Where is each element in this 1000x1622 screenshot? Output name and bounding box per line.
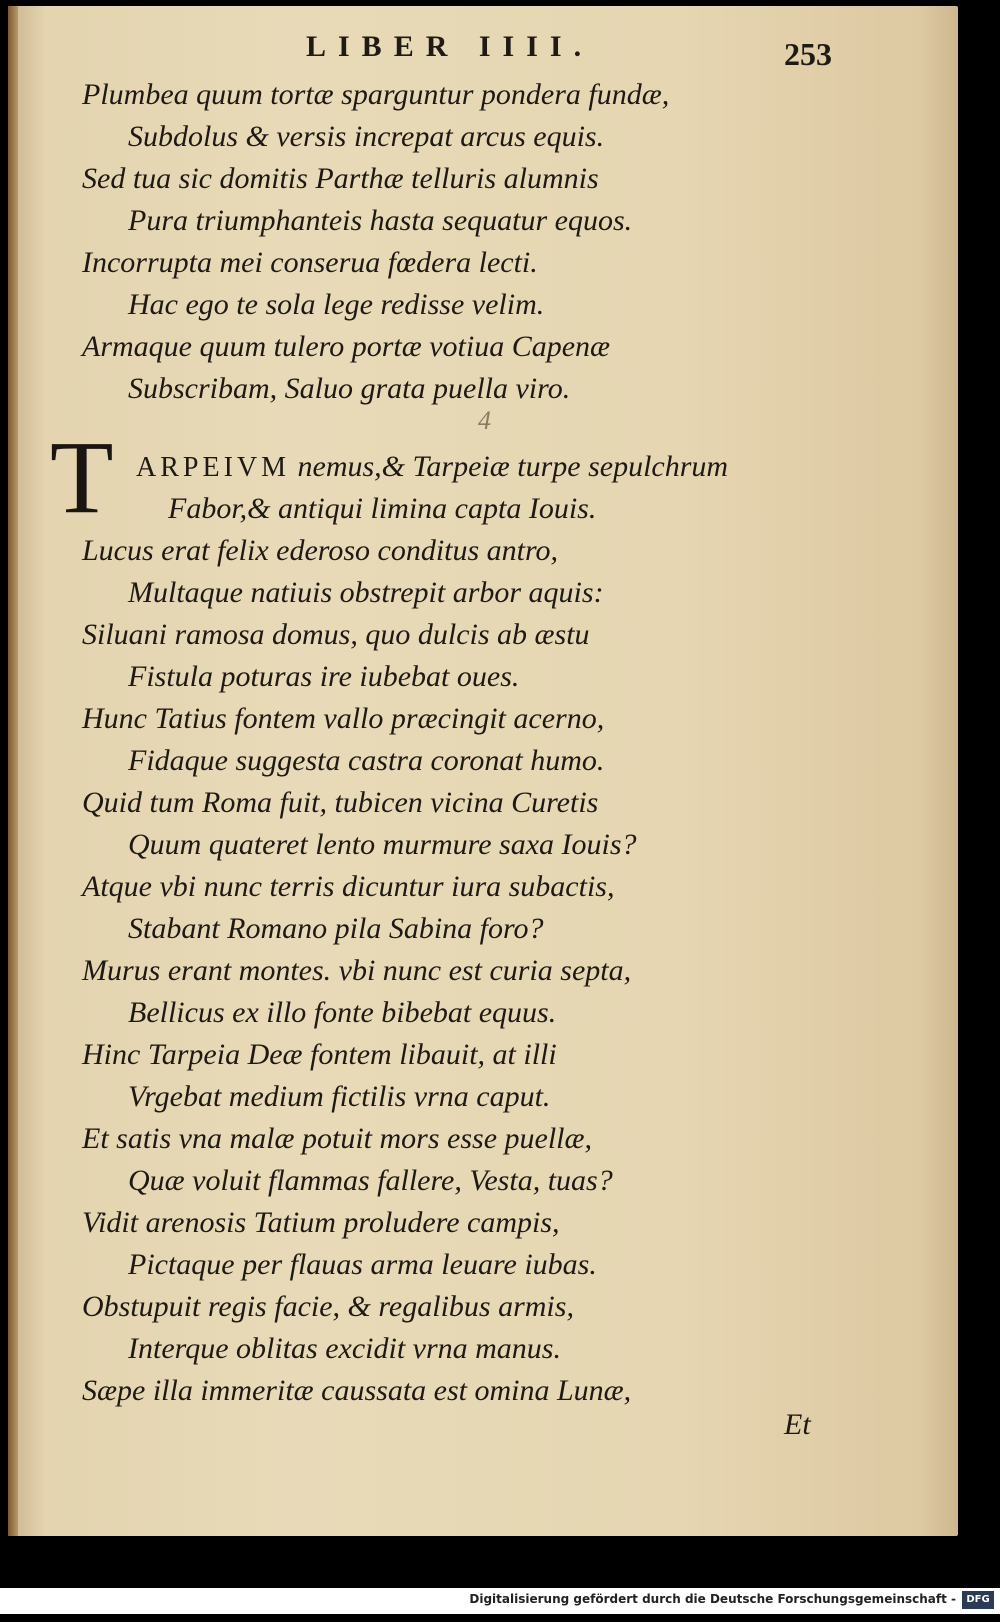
verse-line: Fistula poturas ire iubebat oues. (128, 660, 520, 693)
poem-tarpeia (8, 530, 958, 1412)
poem-elegy-end (8, 74, 958, 410)
verse-line: Multaque natiuis obstrepit arbor aquis: (128, 576, 604, 609)
verse-line: Vrgebat medium fictilis vrna caput. (128, 1080, 551, 1113)
verse-line: Sæpe illa immeritæ caussata est omina Lunæ, (82, 1374, 632, 1407)
section-mark: 4 (478, 406, 491, 435)
book-page (8, 6, 958, 1536)
verse-line: Quæ voluit flammas fallere, Vesta, tuas? (128, 1164, 613, 1197)
verse-line: Pura triumphanteis hasta sequatur equos. (128, 204, 633, 237)
verse-line: Stabant Romano pila Sabina foro? (128, 912, 544, 945)
opening-caps: ARPEIVM (136, 452, 291, 483)
dfg-logo-icon: DFG (962, 1591, 994, 1609)
verse-line: Subdolus & versis increpat arcus equis. (128, 120, 605, 153)
drop-capital: T (50, 420, 114, 535)
verse-line: Bellicus ex illo fonte bibebat equus. (128, 996, 557, 1029)
verse-line: Lucus erat felix ederoso conditus antro, (82, 534, 559, 567)
footer-credit: Digitalisierung gefördert durch die Deutsche Forschungsgemeinschaft - (469, 1592, 956, 1606)
verse-line: Siluani ramosa domus, quo dulcis ab æstu (82, 618, 590, 651)
verse-line: Atque vbi nunc terris dicuntur iura subactis, (82, 870, 615, 903)
verse-line: Sed tua sic domitis Parthæ telluris alumnis (82, 162, 599, 195)
verse-line: Pictaque per flauas arma leuare iubas. (128, 1248, 597, 1281)
poem-opening-line (136, 446, 728, 489)
verse-line: Vidit arenosis Tatium proludere campis, (82, 1206, 560, 1239)
verse-line: Obstupuit regis facie, & regalibus armis, (82, 1290, 574, 1323)
verse-line: Hunc Tatius fontem vallo præcingit acerno, (82, 702, 605, 735)
running-head: LIBER IIII. (306, 30, 594, 63)
verse-line: Plumbea quum tortæ sparguntur pondera fundæ, (82, 78, 670, 111)
verse-line: Hac ego te sola lege redisse velim. (128, 288, 545, 321)
verse-line: Et satis vna malæ potuit mors esse puellæ, (82, 1122, 592, 1155)
page-number: 253 (784, 36, 832, 72)
verse-line: Murus erant montes. vbi nunc est curia septa, (82, 954, 632, 987)
verse-line: Fidaque suggesta castra coronat humo. (128, 744, 605, 777)
verse-line: Quum quateret lento murmure saxa Iouis? (128, 828, 637, 861)
page-header (8, 28, 958, 72)
opening-rest: nemus,& Tarpeiæ turpe sepulchrum (290, 450, 729, 483)
verse-line: Incorrupta mei conserua fœdera lecti. (82, 246, 538, 279)
catchword: Et (784, 1408, 811, 1441)
verse-line: Quid tum Roma fuit, tubicen vicina Curetis (82, 786, 599, 819)
verse-line: Interque oblitas excidit vrna manus. (128, 1332, 561, 1365)
verse-line: Armaque quum tulero portæ votiua Capenæ (82, 330, 611, 363)
poem-second-line: Fabor,& antiqui limina capta Iouis. (168, 492, 597, 525)
digitization-footer (0, 1588, 1000, 1614)
verse-line: Hinc Tarpeia Deæ fontem libauit, at illi (82, 1038, 557, 1071)
verse-line: Subscribam, Saluo grata puella viro. (128, 372, 571, 405)
